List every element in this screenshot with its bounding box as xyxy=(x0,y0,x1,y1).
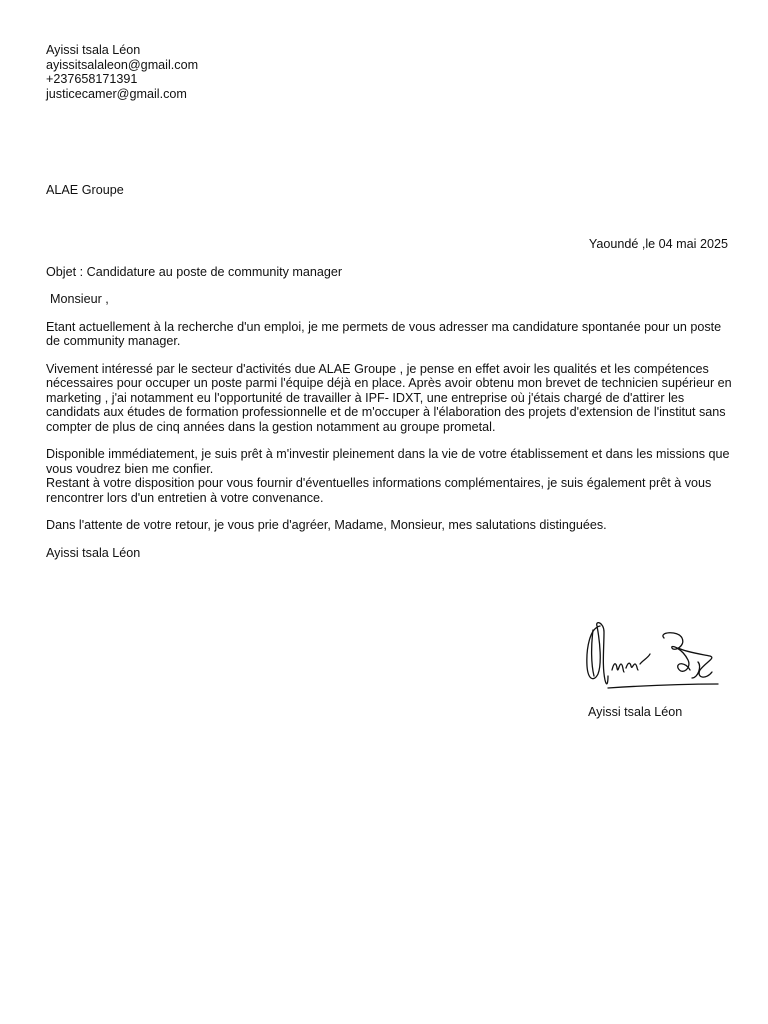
subject-line: Objet : Candidature au poste de community manager xyxy=(46,265,343,279)
recipient-company: ALAE Groupe xyxy=(46,183,124,197)
paragraph-experience: Vivement intéressé par le secteur d'activités due ALAE Groupe , je pense en effet avoir les qualités et les compétences nécessaires pour occuper un poste parmi l'équipe déjà en place. Après avoir obtenu mon brevet de technicien supérieur en marketing , j'ai notamment eu l'opportunité de travailler à IPF- IDXT, une entreprise où j'étais chargé de d'attirer les candidats aux études de formation professionnelle et de m'occuper à l'élaboration des projets d'extension de l'institut sans compter de plus de cinq années dans la gestion notamment au groupe prometal. xyxy=(46,361,732,434)
closing-name: Ayissi tsala Léon xyxy=(46,545,141,560)
salutation: Monsieur , xyxy=(50,292,109,306)
handwritten-signature-icon xyxy=(578,618,728,698)
paragraph-availability: Disponible immédiatement, je suis prêt à m'investir pleinement dans la vie de votre établissement et dans les missions que vous voudrez bien me confier. xyxy=(46,447,730,476)
paragraph-closing: Dans l'attente de votre retour, je vous prie d'agréer, Madame, Monsieur, mes salutations distinguées. xyxy=(46,518,607,532)
date-line: Yaoundé ,le 04 mai 2025 xyxy=(588,237,728,251)
signature-name: Ayissi tsala Léon xyxy=(588,705,683,719)
sender-email-primary: ayissitsalaleon@gmail.com xyxy=(46,57,199,72)
sender-email-secondary: justicecamer@gmail.com xyxy=(46,86,187,101)
paragraph-disposition: Restant à votre disposition pour vous fournir d'éventuelles informations complémentaires, je suis également prêt à vous rencontrer lors d'un entretien à votre convenance. xyxy=(46,476,712,505)
signature-block xyxy=(578,618,728,719)
letter-body xyxy=(46,292,732,573)
sender-name: Ayissi tsala Léon xyxy=(46,43,141,57)
sender-phone: +237658171391 xyxy=(46,72,138,86)
paragraph-intro: Etant actuellement à la recherche d'un emploi, je me permets de vous adresser ma candidature spontanée pour un poste de community manager. xyxy=(46,319,722,348)
sender-block xyxy=(46,43,198,101)
